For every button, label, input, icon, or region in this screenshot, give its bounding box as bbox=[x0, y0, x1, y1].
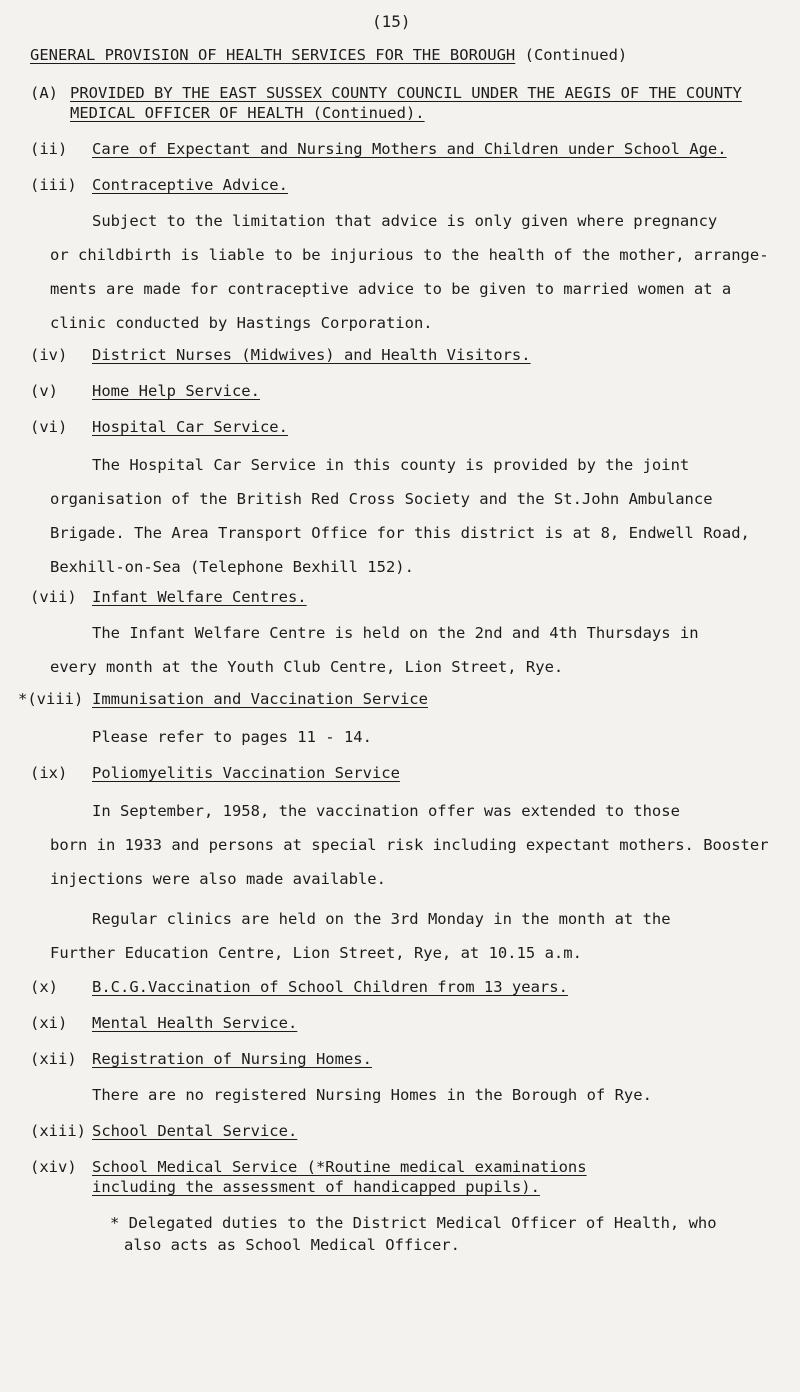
body-line: Bexhill-on-Sea (Telephone Bexhill 152). bbox=[50, 558, 414, 576]
item-number: (x) bbox=[30, 978, 58, 996]
item-xiii bbox=[30, 1122, 297, 1140]
body-line: ments are made for contraceptive advice to be given to married women at a bbox=[50, 280, 732, 298]
item-title: Infant Welfare Centres. bbox=[92, 588, 307, 606]
item-vii-body bbox=[50, 616, 699, 684]
item-title: District Nurses (Midwives) and Health Visitors. bbox=[92, 346, 531, 364]
item-viii bbox=[18, 690, 428, 708]
item-title: Mental Health Service. bbox=[92, 1014, 298, 1032]
body-line: The Hospital Car Service in this county is provided by the joint bbox=[92, 456, 690, 474]
body-line: Further Education Centre, Lion Street, Rye, at 10.15 a.m. bbox=[50, 944, 582, 962]
item-vii bbox=[30, 588, 307, 606]
item-number: (vii) bbox=[30, 588, 77, 606]
item-title: Home Help Service. bbox=[92, 382, 260, 400]
heading-suffix: (Continued) bbox=[524, 46, 628, 64]
body-line: In September, 1958, the vaccination offer was extended to those bbox=[92, 802, 680, 820]
body-line: born in 1933 and persons at special risk including expectant mothers. Booster bbox=[50, 836, 769, 854]
section-title-line1: PROVIDED BY THE EAST SUSSEX COUNTY COUNCIL UNDER THE AEGIS OF THE COUNTY bbox=[70, 84, 742, 102]
item-title: Immunisation and Vaccination Service bbox=[92, 690, 428, 708]
item-xii bbox=[30, 1050, 372, 1068]
body-line: organisation of the British Red Cross Society and the St.John Ambulance bbox=[50, 490, 713, 508]
item-number: (iv) bbox=[30, 346, 68, 364]
body-line: or childbirth is liable to be injurious to the health of the mother, arrange- bbox=[50, 246, 769, 264]
item-title: Hospital Car Service. bbox=[92, 418, 288, 436]
item-v bbox=[30, 382, 260, 400]
item-ix-body2 bbox=[50, 902, 671, 970]
heading-title: GENERAL PROVISION OF HEALTH SERVICES FOR THE BOROUGH bbox=[30, 46, 516, 64]
item-number: (ii) bbox=[30, 140, 68, 158]
body-line: Brigade. The Area Transport Office for this district is at 8, Endwell Road, bbox=[50, 524, 750, 542]
item-title: Poliomyelitis Vaccination Service bbox=[92, 764, 400, 782]
item-number: (v) bbox=[30, 382, 58, 400]
item-number: (vi) bbox=[30, 418, 68, 436]
item-xii-body: There are no registered Nursing Homes in the Borough of Rye. bbox=[92, 1086, 652, 1104]
item-iv bbox=[30, 346, 531, 364]
section-marker: (A) bbox=[30, 84, 58, 102]
page-number: (15) bbox=[372, 12, 411, 31]
item-number: *(viii) bbox=[18, 690, 84, 708]
body-line: The Infant Welfare Centre is held on the 2nd and 4th Thursdays in bbox=[92, 624, 699, 642]
item-iii bbox=[30, 176, 288, 194]
item-number: (xii) bbox=[30, 1050, 77, 1068]
item-vi bbox=[30, 418, 288, 436]
item-xi bbox=[30, 1014, 297, 1032]
item-title: Registration of Nursing Homes. bbox=[92, 1050, 372, 1068]
body-line: Regular clinics are held on the 3rd Monday in the month at the bbox=[92, 910, 671, 928]
item-title: Contraceptive Advice. bbox=[92, 176, 288, 194]
section-title-line2: MEDICAL OFFICER OF HEALTH (Continued). bbox=[70, 104, 425, 122]
item-title: Care of Expectant and Nursing Mothers and Children under School Age. bbox=[92, 140, 727, 158]
item-iii-body bbox=[50, 204, 769, 340]
body-line: every month at the Youth Club Centre, Lion Street, Rye. bbox=[50, 658, 564, 676]
item-xiv-title-line2: including the assessment of handicapped pupils). bbox=[92, 1178, 540, 1196]
item-x bbox=[30, 978, 568, 996]
footnote-line1: * Delegated duties to the District Medical Officer of Health, who bbox=[110, 1214, 717, 1232]
item-title: B.C.G.Vaccination of School Children from 13 years. bbox=[92, 978, 568, 996]
item-number: (ix) bbox=[30, 764, 68, 782]
item-ii bbox=[30, 140, 727, 158]
item-xiv bbox=[30, 1158, 587, 1176]
item-number: (xiii) bbox=[30, 1122, 86, 1140]
body-line: Subject to the limitation that advice is only given where pregnancy bbox=[92, 212, 718, 230]
item-ix-body bbox=[50, 794, 769, 896]
page-heading bbox=[30, 46, 627, 64]
item-number: (xi) bbox=[30, 1014, 68, 1032]
body-line: clinic conducted by Hastings Corporation. bbox=[50, 314, 433, 332]
item-viii-body: Please refer to pages 11 - 14. bbox=[92, 728, 372, 746]
footnote-line2: also acts as School Medical Officer. bbox=[124, 1236, 460, 1254]
body-line: injections were also made available. bbox=[50, 870, 386, 888]
item-number: (xiv) bbox=[30, 1158, 77, 1176]
item-title: School Medical Service (*Routine medical examinations bbox=[92, 1158, 587, 1176]
item-vi-body bbox=[50, 448, 750, 584]
item-number: (iii) bbox=[30, 176, 77, 194]
item-ix bbox=[30, 764, 400, 782]
item-title: School Dental Service. bbox=[92, 1122, 298, 1140]
